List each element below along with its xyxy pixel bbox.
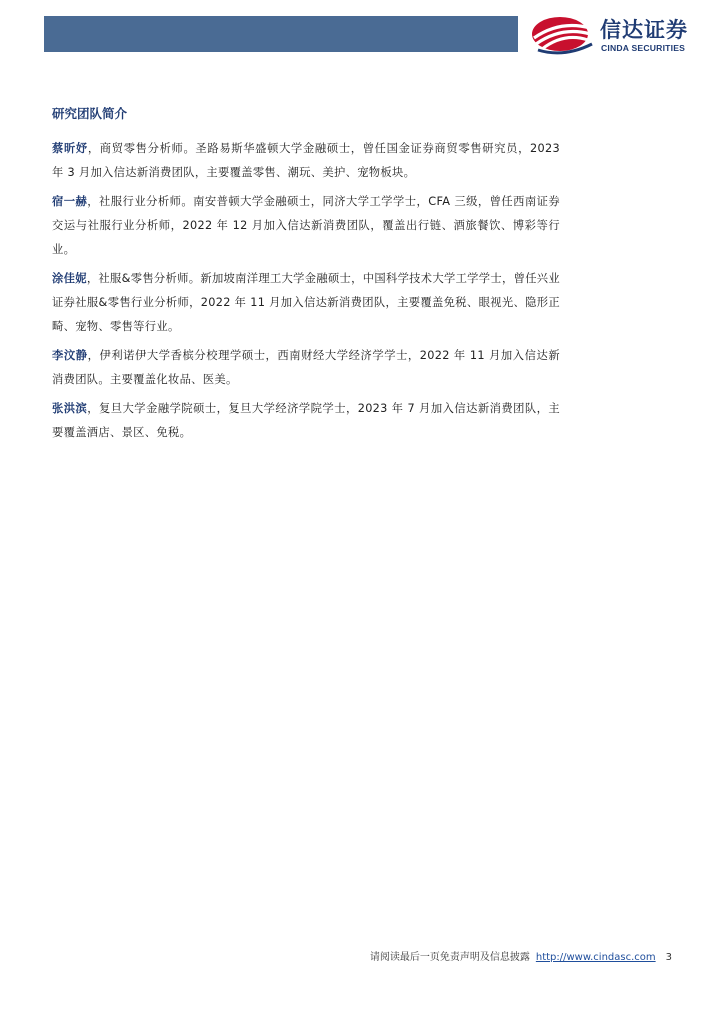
bio-paragraph — [52, 137, 560, 185]
bio-text: ，社服&零售分析师。新加坡南洋理工大学金融硕士，中国科学技术大学工学学士，曾任兴业证券社服&零售行业分析师，2022 年 11 月加入信达新消费团队，主要覆盖免税、眼视光、隐形正畸、宠物、零售等行业。 — [52, 272, 560, 333]
analyst-name: 涂佳妮 — [52, 272, 87, 285]
section-title: 研究团队简介 — [52, 106, 128, 121]
header-bar — [44, 16, 518, 52]
bio-text: ，商贸零售分析师。圣路易斯华盛顿大学金融硕士，曾任国金证券商贸零售研究员，2023 年 3 月加入信达新消费团队，主要覆盖零售、潮玩、美护、宠物板块。 — [52, 142, 560, 179]
bio-text: ，社服行业分析师。南安普顿大学金融硕士，同济大学工学学士，CFA 三级，曾任西南证券交运与社服行业分析师，2022 年 12 月加入信达新消费团队，覆盖出行链、酒旅餐饮、博彩等行业。 — [52, 195, 560, 256]
analyst-name: 张洪滨 — [52, 402, 88, 415]
bio-paragraph — [52, 190, 560, 262]
bio-text: ，伊利诺伊大学香槟分校理学硕士，西南财经大学经济学学士，2022 年 11 月加入信达新消费团队。主要覆盖化妆品、医美。 — [52, 349, 560, 386]
logo-chinese-name: 信达证券 — [600, 18, 688, 42]
bio-paragraph — [52, 397, 560, 445]
bio-paragraph — [52, 267, 560, 339]
page-footer — [370, 948, 672, 963]
analyst-name: 蔡昕妤 — [52, 142, 88, 155]
website-link[interactable]: http://www.cindasc.com — [535, 952, 656, 963]
main-content — [52, 104, 560, 450]
logo-english-name: CINDA SECURITIES — [601, 43, 686, 53]
analyst-name: 宿一赫 — [52, 195, 88, 208]
page-number: 3 — [665, 952, 672, 963]
cinda-logo-icon — [530, 14, 594, 56]
bio-text: ，复旦大学金融学院硕士，复旦大学经济学院学士，2023 年 7 月加入信达新消费团队，主要覆盖酒店、景区、免税。 — [52, 402, 560, 439]
analyst-name: 李汶静 — [52, 349, 88, 362]
bio-paragraph — [52, 344, 560, 392]
disclaimer-text: 请阅读最后一页免责声明及信息披露 — [369, 952, 530, 963]
company-logo — [530, 14, 705, 56]
